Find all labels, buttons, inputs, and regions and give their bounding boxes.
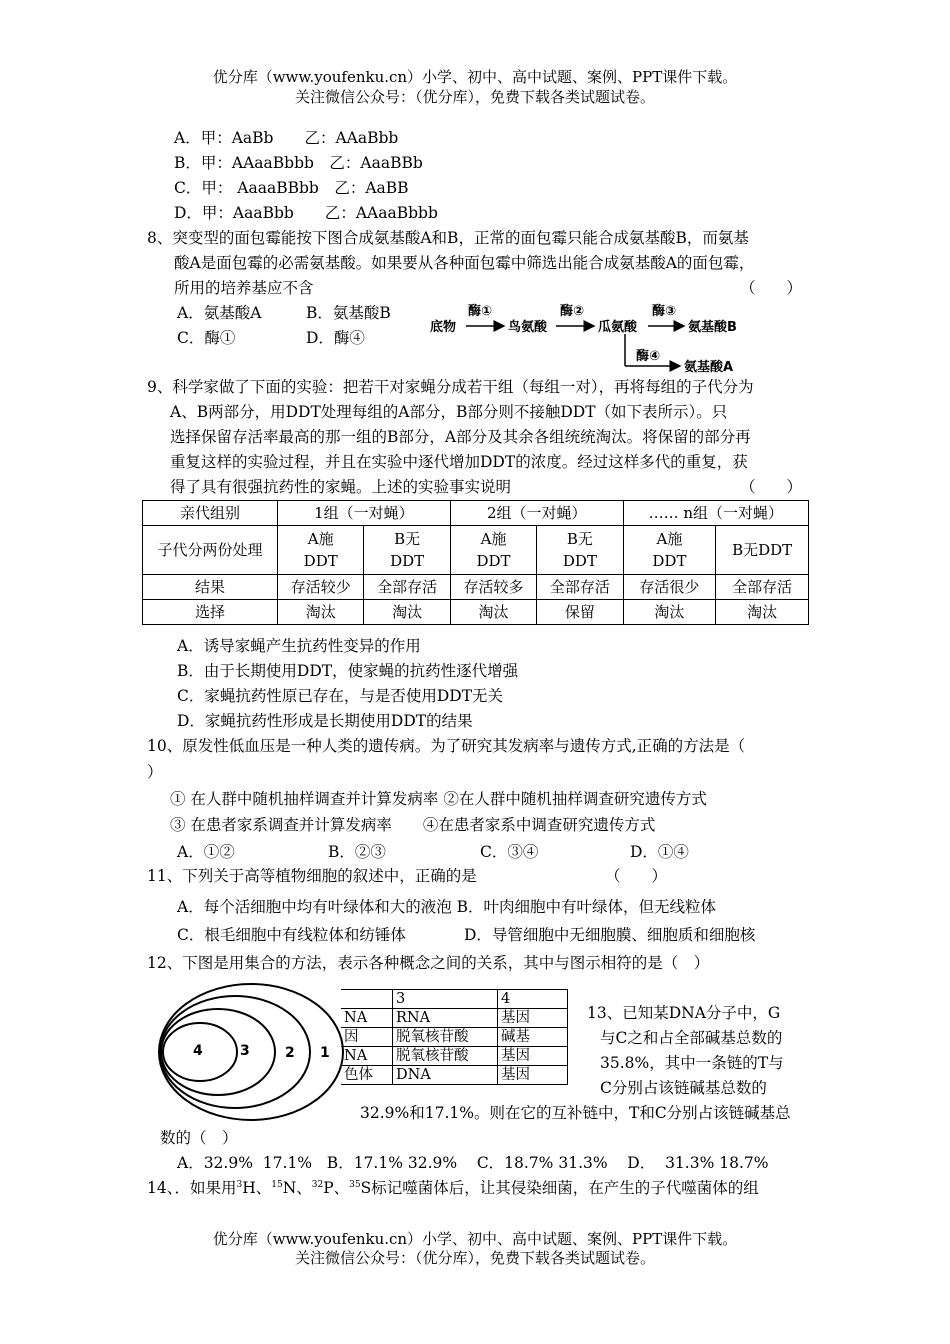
table-cell: RNA bbox=[393, 1009, 498, 1028]
row-label-selection: 选择 bbox=[143, 600, 278, 625]
header-group-1: 1组（一对蝇） bbox=[278, 501, 451, 526]
cell-g1-b: B无 DDT bbox=[364, 526, 450, 575]
q11-option-ab: A．每个活细胞中均有叶绿体和大的液泡 B．叶肉细胞中有叶绿体，但无线粒体 bbox=[177, 898, 717, 916]
set-circle-1 bbox=[159, 984, 343, 1120]
table-cell: DNA bbox=[393, 1066, 498, 1085]
table-header-4: 4 bbox=[498, 990, 568, 1009]
q9-stem-line4: 重复这样的实验过程，并且在实验中逐代增加DDT的浓度。经过这样多代的重复，获 bbox=[170, 453, 748, 471]
q9-experiment-table bbox=[142, 500, 809, 625]
enzyme-1-label: 酶① bbox=[468, 304, 493, 319]
circle-label-2: 2 bbox=[285, 1045, 295, 1061]
q10-option-d: D．①④ bbox=[630, 843, 689, 861]
row-label-treatment: 子代分两份处理 bbox=[143, 526, 278, 575]
q11-stem: 11、下列关于高等植物细胞的叙述中，正确的是 bbox=[147, 867, 477, 885]
cell-g1-a: A施 DDT bbox=[278, 526, 364, 575]
q10-item-1: ① 在人群中随机抽样调查并计算发病率 ②在人群中随机抽样调查研究遗传方式 bbox=[170, 790, 707, 808]
table-cell: 因 bbox=[341, 1028, 393, 1047]
table-row bbox=[341, 1028, 568, 1047]
citrulline-node: 瓜氨酸 bbox=[598, 320, 638, 335]
q8-stem-line2: 酸A是面包霉的必需氨基酸。如果要从各种面包霉中筛选出能合成氨基酸A的面包霉， bbox=[174, 254, 755, 272]
q7-option-d: D．甲：AaaBbb 乙：AAaaBbbb bbox=[174, 204, 438, 222]
circle-label-4: 4 bbox=[193, 1043, 203, 1059]
result-cell: 全部存活 bbox=[364, 575, 450, 600]
q13-stem-line5: 32.9%和17.1%。则在它的互补链中，T和C分别占该链碱基总 bbox=[360, 1104, 791, 1122]
q9-stem-line3: 选择保留存活率最高的那一组的B部分，A部分及其余各组统统淘汰。将保留的部分再 bbox=[170, 428, 751, 446]
table-cell: 基因 bbox=[498, 1047, 568, 1066]
enzyme-2-label: 酶② bbox=[560, 304, 585, 319]
result-cell: 存活很少 bbox=[623, 575, 716, 600]
q8-option-d: D．酶④ bbox=[306, 329, 365, 347]
selection-cell: 淘汰 bbox=[364, 600, 450, 625]
q8-answer-paren: （ ） bbox=[740, 279, 803, 297]
circle-label-1: 1 bbox=[320, 1045, 330, 1061]
result-cell: 存活较少 bbox=[278, 575, 364, 600]
q11-option-d: D．导管细胞中无细胞膜、细胞质和细胞核 bbox=[464, 926, 756, 944]
table-cell: NA bbox=[341, 1009, 393, 1028]
result-cell: 存活较多 bbox=[450, 575, 536, 600]
q10-stem-line2: ） bbox=[147, 763, 163, 781]
table-row bbox=[341, 990, 568, 1009]
amino-acid-b-node: 氨基酸B bbox=[688, 320, 737, 335]
header-group-2: 2组（一对蝇） bbox=[450, 501, 623, 526]
table-cell: 脱氧核苷酸 bbox=[393, 1047, 498, 1066]
page-footer-line1: 优分库（www.youfenku.cn）小学、初中、高中试题、案例、PPT课件下载。 bbox=[212, 1230, 738, 1248]
result-cell: 全部存活 bbox=[716, 575, 809, 600]
enzyme-3-label: 酶③ bbox=[652, 304, 677, 319]
q9-stem-line2: A、B两部分，用DDT处理每组的A部分，B部分则不接触DDT（如下表所示）。只 bbox=[170, 403, 728, 421]
q13-stem-line4: C分别占该链碱基总数的 bbox=[600, 1079, 767, 1097]
selection-cell: 保留 bbox=[537, 600, 623, 625]
circle-label-3: 3 bbox=[240, 1043, 250, 1059]
q13-stem-line2: 与C之和占全部碱基总数的 bbox=[600, 1029, 783, 1047]
amino-acid-a-node: 氨基酸A bbox=[684, 360, 734, 374]
q8-stem-line3: 所用的培养基应不含 bbox=[174, 279, 314, 297]
q12-options-table bbox=[341, 989, 568, 1085]
table-cell: 碱基 bbox=[498, 1028, 568, 1047]
q9-option-b: B．由于长期使用DDT，使家蝇的抗药性逐代增强 bbox=[177, 662, 519, 680]
table-row bbox=[143, 526, 809, 575]
q13-stem-line6: 数的（ ） bbox=[160, 1129, 238, 1147]
q10-option-a: A．①② bbox=[177, 843, 235, 861]
q10-stem-line1: 10、原发性低血压是一种人类的遗传病。为了研究其发病率与遗传方式,正确的方法是（ bbox=[147, 737, 746, 755]
header-group-n: …… n组（一对蝇） bbox=[623, 501, 808, 526]
q8-option-b: B．氨基酸B bbox=[306, 304, 391, 322]
q10-item-2: ③ 在患者家系调查并计算发病率 ④在患者家系中调查研究遗传方式 bbox=[170, 816, 656, 834]
substrate-node: 底物 bbox=[430, 320, 457, 335]
enzyme-4-label: 酶④ bbox=[636, 349, 661, 364]
q11-answer-paren: （ ） bbox=[605, 867, 668, 885]
table-row bbox=[341, 1009, 568, 1028]
q9-stem-line5: 得了具有很强抗药性的家蝇。上述的实验事实说明 bbox=[170, 478, 512, 496]
selection-cell: 淘汰 bbox=[278, 600, 364, 625]
q13-options: A．32.9% 17.1% B．17.1% 32.9% C．18.7% 31.3% D． 31.3% 18.7% bbox=[177, 1154, 769, 1172]
q8-option-a: A．氨基酸A bbox=[177, 304, 262, 322]
table-cell: 脱氧核苷酸 bbox=[393, 1028, 498, 1047]
header-parent-group: 亲代组别 bbox=[143, 501, 278, 526]
q10-option-c: C．③④ bbox=[480, 843, 539, 861]
selection-cell: 淘汰 bbox=[450, 600, 536, 625]
table-cell: 基因 bbox=[498, 1009, 568, 1028]
q14-stem: 14、．如果用$^3$H、$^{15}$N、$^{32}$P、$^{35}$S标记噬菌体后，让其侵染细菌，在产生的子代噬菌体的组 bbox=[147, 1179, 759, 1197]
ornithine-node: 鸟氨酸 bbox=[508, 320, 548, 335]
cell-g2-b: B无 DDT bbox=[537, 526, 623, 575]
selection-cell: 淘汰 bbox=[623, 600, 716, 625]
cell-gn-a: A施 DDT bbox=[623, 526, 716, 575]
cell-g2-a: A施 DDT bbox=[450, 526, 536, 575]
page-footer-line2: 关注微信公众号：（优分库），免费下载各类试题试卷。 bbox=[294, 1249, 655, 1267]
page-header-line2: 关注微信公众号：（优分库），免费下载各类试题试卷。 bbox=[294, 88, 655, 106]
q13-stem-line1: 13、已知某DNA分子中，G bbox=[587, 1004, 781, 1022]
q9-answer-paren: （ ） bbox=[740, 478, 803, 496]
q9-option-a: A．诱导家蝇产生抗药性变异的作用 bbox=[177, 637, 421, 655]
selection-cell: 淘汰 bbox=[716, 600, 809, 625]
table-cell bbox=[341, 990, 393, 1009]
row-label-result: 结果 bbox=[143, 575, 278, 600]
table-row bbox=[143, 501, 809, 526]
q11-option-c: C．根毛细胞中有线粒体和纺锤体 bbox=[177, 926, 406, 944]
q9-option-c: C．家蝇抗药性原已存在，与是否使用DDT无关 bbox=[177, 687, 504, 705]
q8-stem-line1: 8、突变型的面包霉能按下图合成氨基酸A和B，正常的面包霉只能合成氨基酸B，而氨基 bbox=[147, 229, 749, 247]
page-header-line1: 优分库（www.youfenku.cn）小学、初中、高中试题、案例、PPT课件下载。 bbox=[212, 68, 738, 86]
table-row bbox=[341, 1066, 568, 1085]
q13-stem-line3: 35.8%，其中一条链的T与 bbox=[600, 1054, 784, 1072]
q9-stem-line1: 9、科学家做了下面的实验：把若干对家蝇分成若干组（每组一对），再将每组的子代分为 bbox=[147, 378, 754, 396]
q10-option-b: B．②③ bbox=[328, 843, 386, 861]
result-cell: 全部存活 bbox=[537, 575, 623, 600]
table-cell: 色体 bbox=[341, 1066, 393, 1085]
table-cell: NA bbox=[341, 1047, 393, 1066]
table-row bbox=[143, 575, 809, 600]
q7-option-b: B．甲：AAaaBbbb 乙：AaaBBb bbox=[174, 154, 423, 172]
table-cell: 基因 bbox=[498, 1066, 568, 1085]
set-circle-3 bbox=[161, 1009, 275, 1095]
q7-option-c: C．甲： AaaaBBbb 乙：AaBB bbox=[174, 179, 409, 197]
q9-option-d: D．家蝇抗药性形成是长期使用DDT的结果 bbox=[177, 712, 473, 730]
q7-option-a: A．甲：AaBb 乙：AAaBbb bbox=[174, 129, 399, 147]
q8-option-c: C．酶① bbox=[177, 329, 236, 347]
table-row bbox=[143, 600, 809, 625]
table-header-3: 3 bbox=[393, 990, 498, 1009]
q12-set-diagram bbox=[155, 980, 345, 1126]
q8-pathway-diagram bbox=[428, 298, 758, 374]
q12-stem: 12、下图是用集合的方法，表示各种概念之间的关系，其中与图示相符的是（ ） bbox=[147, 954, 710, 972]
table-row bbox=[341, 1047, 568, 1066]
cell-gn-b: B无DDT bbox=[716, 526, 809, 575]
